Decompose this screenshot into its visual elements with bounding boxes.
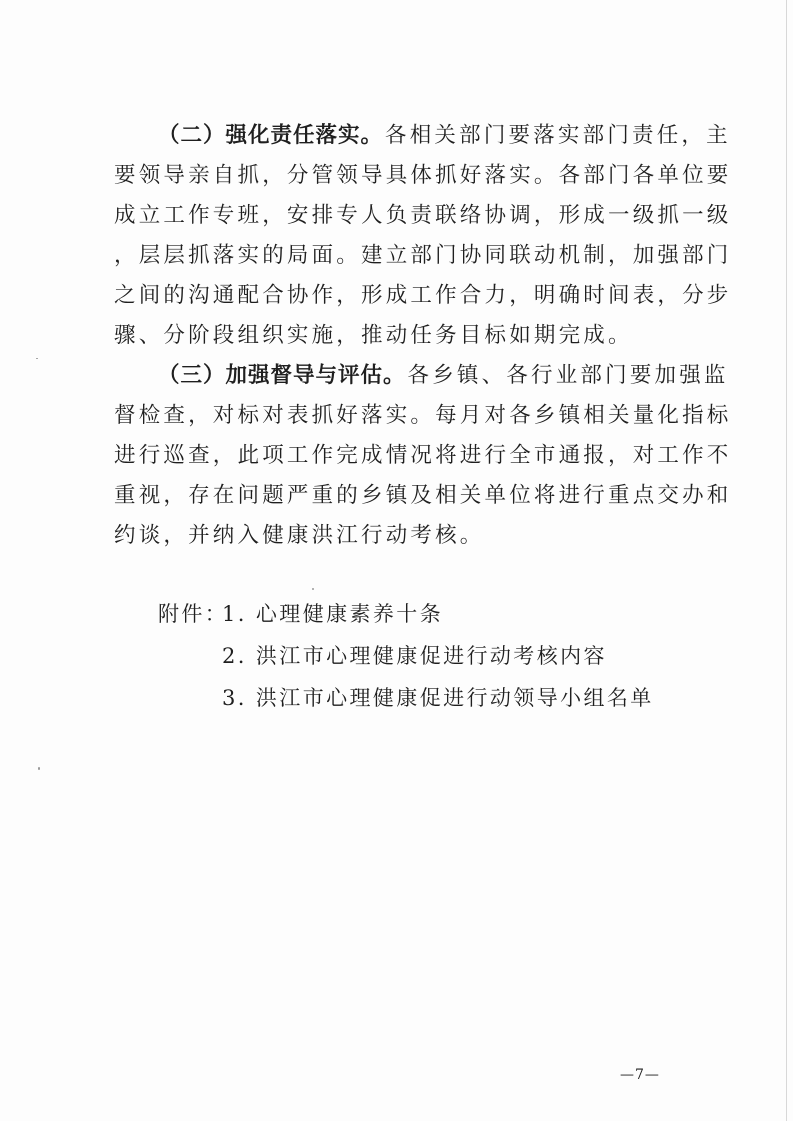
section-3-line-3: 重视，存在问题严重的乡镇及相关单位将进行重点交办和 [114, 483, 732, 508]
section-2-line-4: 之间的沟通配合协作，形成工作合力，明确时间表，分步 [114, 283, 732, 308]
section-2-first-line [158, 121, 731, 151]
section-3-first-line [158, 361, 729, 391]
section-2-heading: （二）强化责任落实。 [158, 123, 384, 148]
section-3-heading: （三）加强督导与评估。 [158, 363, 406, 388]
scan-speck [36, 358, 38, 359]
page-edge-line [786, 0, 787, 1121]
scan-speck [38, 767, 40, 770]
section-2-line-3: ，层层抓落实的局面。建立部门协同联动机制，加强部门 [114, 243, 732, 268]
section-2-line-2: 成立工作专班，安排专人负责联络协调，形成一级抓一级 [114, 203, 732, 228]
attachments-label: 附件： [158, 602, 229, 626]
scan-speck [312, 588, 314, 590]
attachment-item-2: 2. 洪江市心理健康促进行动考核内容 [222, 644, 607, 668]
attachment-item-1: 1. 心理健康素养十条 [222, 602, 444, 626]
section-3-line-4: 约谈，并纳入健康洪江行动考核。 [114, 523, 485, 548]
page-number: —7— [620, 1067, 660, 1083]
section-2-line-1: 要领导亲自抓，分管领导具体抓好落实。各部门各单位要 [114, 163, 732, 188]
section-3-line-2: 进行巡查，此项工作完成情况将进行全市通报，对工作不 [114, 443, 732, 468]
section-2-line-5: 骤、分阶段组织实施，推动任务目标如期完成。 [114, 323, 633, 348]
section-3-line-0: 各乡镇、各行业部门要加强监 [407, 363, 729, 388]
attachment-item-3: 3. 洪江市心理健康促进行动领导小组名单 [222, 686, 654, 710]
section-2-line-0: 各相关部门要落实部门责任，主 [385, 123, 731, 148]
section-3-line-1: 督检查，对标对表抓好落实。每月对各乡镇相关量化指标 [114, 403, 732, 428]
